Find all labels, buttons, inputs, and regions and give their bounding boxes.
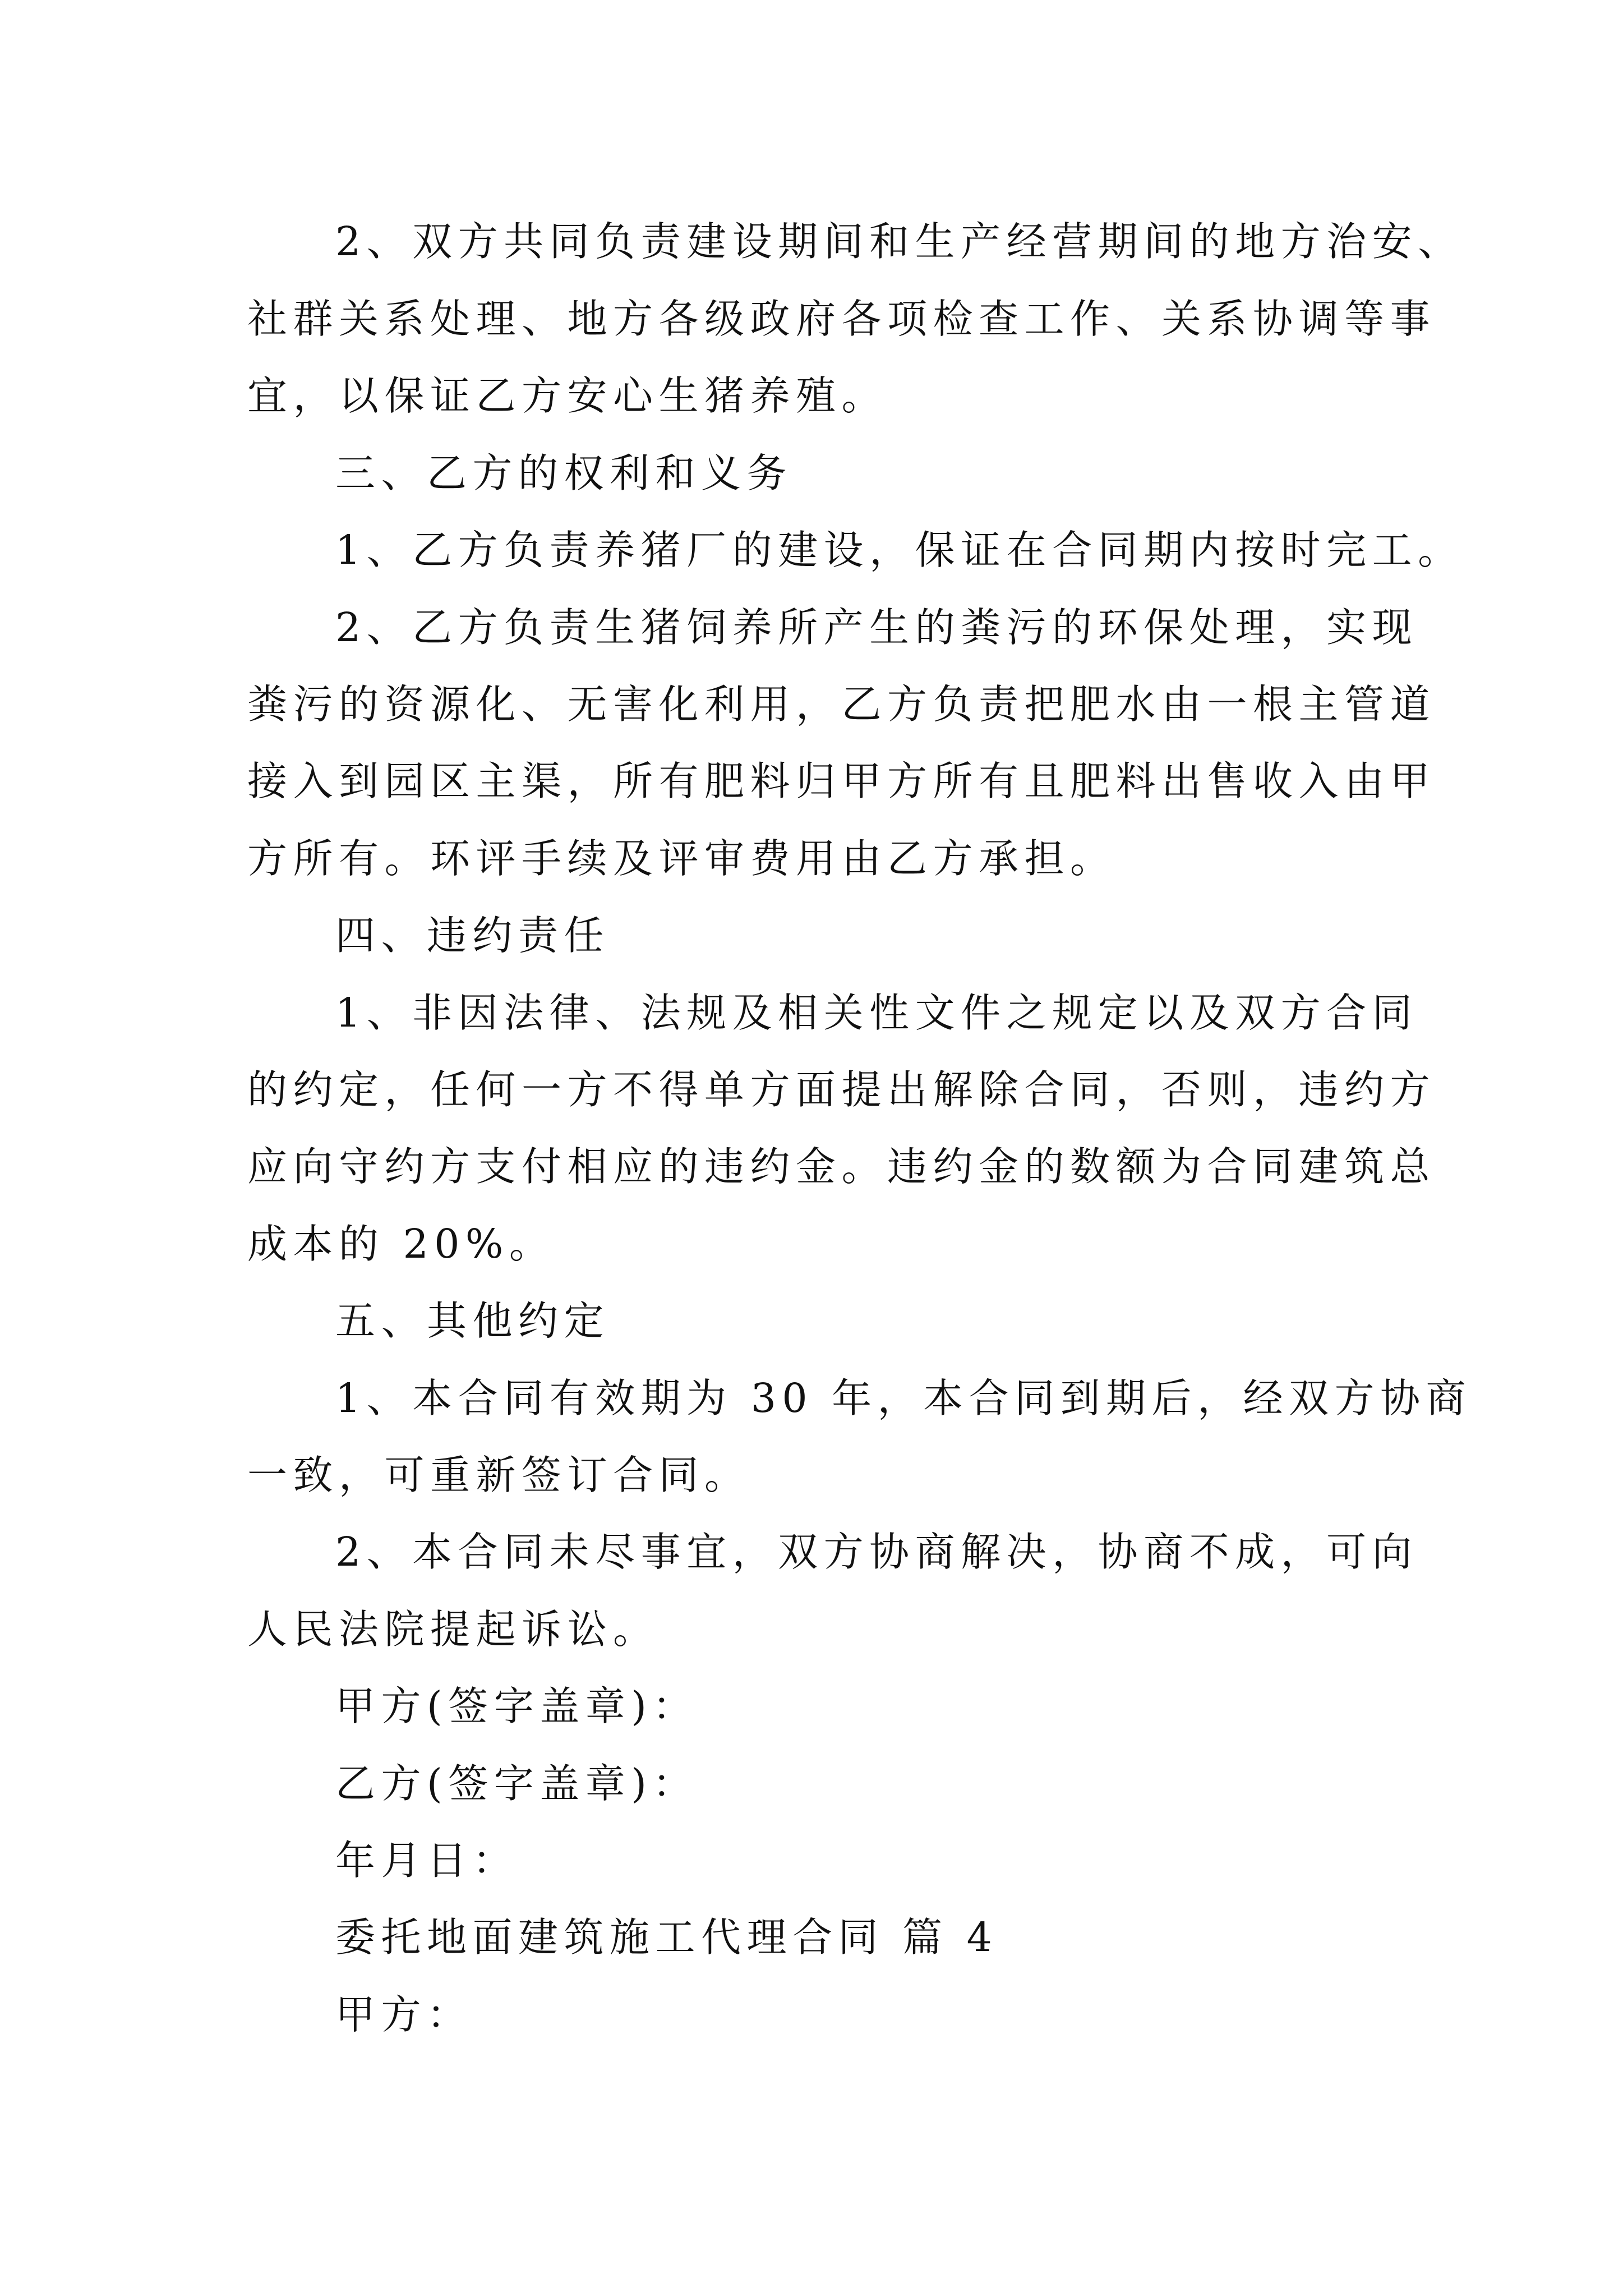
clause-2b-line-4: 方所有。环评手续及评审费用由乙方承担。 [247,835,1116,882]
clause-1-line-1: 1、乙方负责养猪厂的建设，保证在合同期内按时完工。 [335,527,1464,573]
term-clause-line-1: 1、本合同有效期为 30 年，本合同到期后，经双方协商 [335,1375,1472,1421]
date-label: 年月日： [335,1837,519,1884]
section-heading-breach-liability: 四、违约责任 [335,912,610,959]
breach-clause-line-4: 成本的 20%。 [247,1221,555,1267]
clause-2-line-1: 2、双方共同负责建设期间和生产经营期间的地方治安、 [335,218,1464,265]
next-contract-title: 委托地面建筑施工代理合同 篇 4 [335,1914,998,1961]
clause-2b-line-1: 2、乙方负责生猪饲养所产生的粪污的环保处理，实现 [335,604,1418,651]
section-heading-other-terms: 五、其他约定 [335,1297,610,1344]
breach-clause-line-2: 的约定，任何一方不得单方面提出解除合同，否则，违约方 [247,1066,1436,1113]
section-heading-rights-obligations: 三、乙方的权利和义务 [335,450,793,496]
breach-clause-line-1: 1、非因法律、法规及相关性文件之规定以及双方合同 [335,990,1418,1036]
clause-2-line-2: 社群关系处理、地方各级政府各项检查工作、关系协调等事 [247,296,1436,342]
party-a-label: 甲方： [335,1991,473,2038]
clause-2-line-3: 宜，以保证乙方安心生猪养殖。 [247,372,888,419]
breach-clause-line-3: 应向守约方支付相应的违约金。违约金的数额为合同建筑总 [247,1143,1436,1190]
dispute-clause-line-2: 人民法院提起诉讼。 [247,1606,659,1653]
clause-2b-line-3: 接入到园区主渠，所有肥料归甲方所有且肥料出售收入由甲 [247,758,1436,804]
party-b-signature-label: 乙方(签字盖章)： [335,1760,698,1807]
dispute-clause-line-1: 2、本合同未尽事宜，双方协商解决，协商不成，可向 [335,1529,1418,1575]
clause-2b-line-2: 粪污的资源化、无害化利用，乙方负责把肥水由一根主管道 [247,681,1436,728]
term-clause-line-2: 一致，可重新签订合同。 [247,1452,750,1498]
party-a-signature-label: 甲方(签字盖章)： [335,1683,698,1729]
